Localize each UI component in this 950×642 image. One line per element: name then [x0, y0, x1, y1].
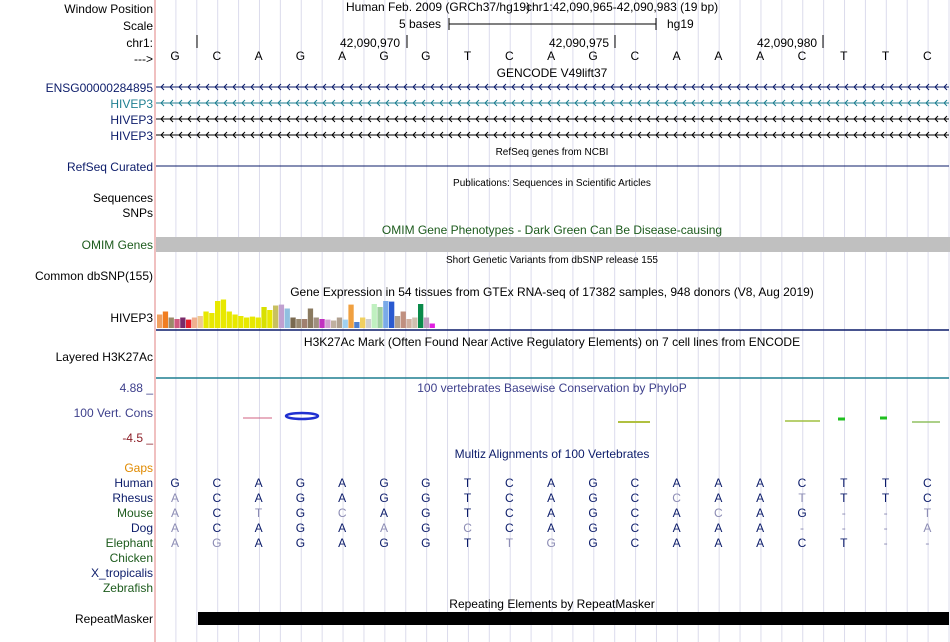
label-gencode-hivep3-3[interactable]: HIVEP3 — [110, 129, 153, 143]
label-species-mouse: Mouse — [116, 506, 153, 520]
alignment-base: G — [295, 506, 306, 520]
alignment-base: - — [883, 536, 888, 550]
label-species-xtropicalis: X_tropicalis — [90, 566, 153, 580]
alignment-base: C — [505, 506, 514, 520]
label-phylop[interactable]: 100 Vert. Cons — [73, 406, 153, 420]
title-dbsnp: Short Genetic Variants from dbSNP release 155 — [446, 255, 658, 266]
alignment-base: A — [338, 536, 347, 550]
alignment-base: T — [840, 476, 848, 490]
label-species-dog: Dog — [130, 521, 153, 535]
base: T — [840, 49, 848, 63]
alignment-base: T — [254, 506, 263, 520]
alignment-base: C — [337, 506, 347, 520]
alignment-base: G — [421, 521, 431, 535]
alignment-base: A — [756, 536, 765, 550]
alignment-base: G — [421, 476, 431, 490]
gtex-bar — [366, 319, 371, 328]
alignment-base: A — [714, 536, 723, 550]
alignment-base: G — [212, 536, 222, 550]
gtex-bar — [383, 301, 388, 328]
alignment-base: C — [630, 536, 640, 550]
base: C — [923, 49, 932, 63]
alignment-base: A — [170, 536, 180, 550]
title-repeatmasker: Repeating Elements by RepeatMasker — [449, 597, 655, 611]
alignment-base: C — [714, 506, 723, 520]
gtex-bar — [198, 316, 203, 328]
alignment-base: G — [379, 536, 389, 550]
title-multiz: Multiz Alignments of 100 Vertebrates — [454, 447, 650, 461]
alignment-base: T — [881, 476, 890, 490]
alignment-base: G — [588, 476, 598, 490]
alignment-base: - — [925, 536, 930, 550]
base: G — [295, 49, 306, 63]
alignment-base: C — [212, 491, 222, 505]
label-scale: Scale — [122, 19, 153, 33]
alignment-base: T — [840, 536, 848, 550]
gtex-bar — [273, 306, 278, 329]
label-species-human: Human — [114, 476, 153, 490]
alignment-base: G — [546, 536, 556, 550]
title-gencode: GENCODE V49lift37 — [496, 66, 608, 80]
alignment-base: T — [463, 536, 472, 550]
gtex-bar — [192, 318, 197, 329]
gtex-bar — [157, 315, 162, 329]
base: A — [338, 49, 347, 63]
alignment-base: C — [672, 491, 681, 505]
gtex-bar — [267, 310, 272, 328]
alignment-base: A — [756, 521, 765, 535]
gtex-bar — [360, 318, 365, 329]
gtex-bar — [302, 319, 307, 328]
gtex-bar — [180, 318, 185, 329]
gtex-bar — [244, 318, 249, 329]
ruler-position: chr1:42,090,965-42,090,983 (19 bp) — [526, 0, 719, 14]
alignment-base: C — [463, 521, 472, 535]
alignment-base: T — [463, 476, 472, 490]
base: G — [421, 49, 431, 63]
alignment-base: T — [463, 491, 472, 505]
label-dbsnp[interactable]: Common dbSNP(155) — [34, 269, 153, 283]
ruler-scale-text: 5 bases — [399, 17, 442, 31]
gtex-bar — [430, 324, 435, 329]
gtex-bar — [343, 320, 348, 328]
gtex-bar — [209, 313, 214, 328]
omim-bar — [156, 237, 950, 252]
ruler-db: hg19 — [667, 17, 694, 31]
gtex-bar — [232, 315, 237, 329]
alignment-base: C — [630, 506, 640, 520]
label-species-rhesus: Rhesus — [112, 491, 153, 505]
alignment-base: A — [338, 491, 347, 505]
alignment-base: G — [797, 506, 807, 520]
alignment-base: - — [841, 506, 846, 520]
label-gencode-hivep3-1[interactable]: HIVEP3 — [110, 97, 153, 111]
label-phylop-min: -4.5 _ — [122, 431, 153, 445]
alignment-base: T — [505, 536, 514, 550]
label-refseq[interactable]: RefSeq Curated — [66, 160, 153, 174]
gtex-bar — [331, 321, 336, 329]
gtex-bar — [174, 319, 179, 328]
alignment-base: T — [923, 506, 932, 520]
gtex-bar — [348, 305, 353, 328]
alignment-base: G — [588, 506, 598, 520]
gtex-bar — [401, 312, 406, 329]
alignment-base: A — [338, 476, 347, 490]
alignment-base: C — [212, 506, 222, 520]
alignment-base: - — [800, 521, 804, 535]
alignment-base: A — [714, 491, 723, 505]
gtex-bar — [227, 312, 232, 329]
base: G — [588, 49, 598, 63]
alignment-base: C — [212, 476, 222, 490]
gtex-bar — [372, 304, 377, 328]
alignment-base: G — [421, 536, 431, 550]
alignment-base: G — [421, 506, 431, 520]
alignment-base: A — [379, 506, 389, 520]
alignment-base: T — [463, 506, 472, 520]
alignment-base: T — [881, 491, 890, 505]
base: C — [212, 49, 222, 63]
base: C — [505, 49, 514, 63]
gtex-bar — [250, 317, 255, 328]
title-h3k27ac: H3K27Ac Mark (Often Found Near Active Regulatory Elements) on 7 cell lines from ENCODE — [303, 335, 801, 349]
gtex-bar — [308, 309, 313, 329]
base: A — [672, 49, 681, 63]
gtex-bar — [389, 302, 394, 328]
alignment-base: A — [756, 476, 765, 490]
label-species-elephant: Elephant — [105, 536, 153, 550]
base: A — [254, 49, 263, 63]
label-h3k27ac[interactable]: Layered H3K27Ac — [55, 350, 153, 364]
alignment-base: A — [254, 521, 263, 535]
alignment-base: G — [421, 491, 431, 505]
base: C — [797, 49, 807, 63]
gtex-bar — [169, 318, 174, 329]
alignment-base: C — [505, 521, 514, 535]
base: A — [547, 49, 556, 63]
alignment-base: G — [295, 521, 306, 535]
gtex-bar — [256, 318, 261, 329]
title-publications: Publications: Sequences in Scientific Articles — [453, 178, 651, 189]
title-gtex: Gene Expression in 54 tissues from GTEx RNA-seq of 17382 samples, 948 donors (V8, Aug 2019) — [290, 285, 814, 299]
gtex-bar — [314, 318, 319, 329]
alignment-base: A — [170, 491, 180, 505]
alignment-base: A — [672, 536, 681, 550]
label-species-chicken: Chicken — [109, 551, 153, 565]
label-gencode-hivep3-2[interactable]: HIVEP3 — [110, 113, 153, 127]
title-phylop: 100 vertebrates Basewise Conservation by PhyloP — [417, 381, 687, 395]
alignment-base: C — [630, 521, 640, 535]
alignment-base: A — [547, 521, 556, 535]
alignment-base: A — [547, 506, 556, 520]
alignment-base: G — [295, 491, 306, 505]
label-omim[interactable]: OMIM Genes — [81, 238, 153, 252]
gtex-bar — [261, 307, 266, 328]
base: T — [463, 49, 472, 63]
alignment-base: - — [883, 506, 888, 520]
alignment-base: - — [883, 521, 888, 535]
gtex-bar — [203, 312, 208, 329]
gtex-bar — [412, 318, 417, 329]
alignment-base: T — [840, 491, 848, 505]
ruler-tick-3: 42,090,980 — [757, 36, 818, 50]
alignment-base: G — [588, 536, 598, 550]
label-gtex[interactable]: HIVEP3 — [110, 311, 153, 325]
alignment-base: C — [923, 476, 932, 490]
repeatmasker-bar — [198, 612, 949, 625]
label-strand: ---> — [134, 52, 153, 66]
alignment-base: A — [338, 521, 347, 535]
gtex-bar — [186, 320, 191, 328]
alignment-base: A — [672, 521, 681, 535]
alignment-base: A — [672, 506, 681, 520]
label-phylop-max: 4.88 _ — [119, 381, 153, 395]
label-snps[interactable]: SNPs — [122, 206, 153, 220]
phylop-mark — [286, 413, 318, 419]
alignment-base: A — [923, 521, 932, 535]
alignment-base: A — [547, 476, 556, 490]
alignment-base: C — [797, 476, 807, 490]
gtex-bar — [290, 318, 295, 329]
alignment-base: G — [588, 491, 598, 505]
gtex-bar — [337, 318, 342, 329]
gtex-bar — [395, 316, 400, 328]
alignment-base: C — [923, 491, 932, 505]
gtex-bar — [221, 300, 226, 329]
base: G — [379, 49, 389, 63]
alignment-base: C — [797, 536, 807, 550]
alignment-base: G — [588, 521, 598, 535]
label-species-zebrafish: Zebrafish — [102, 581, 153, 595]
alignment-base: A — [756, 491, 765, 505]
alignment-base: A — [714, 521, 723, 535]
title-omim: OMIM Gene Phenotypes - Dark Green Can Be Disease-causing — [381, 223, 723, 237]
alignment-base: C — [505, 476, 514, 490]
alignment-base: A — [714, 476, 723, 490]
gtex-bar — [215, 301, 220, 328]
alignment-base: C — [630, 491, 640, 505]
gtex-bar — [238, 316, 243, 328]
label-repeatmasker[interactable]: RepeatMasker — [74, 612, 153, 626]
ruler-tick-1: 42,090,970 — [340, 36, 401, 50]
gtex-bar — [319, 319, 324, 328]
gtex-bar — [279, 305, 284, 328]
title-refseq: RefSeq genes from NCBI — [495, 147, 609, 158]
alignment-base: G — [295, 476, 306, 490]
alignment-base: G — [379, 476, 389, 490]
alignment-base: A — [170, 521, 180, 535]
alignment-base: T — [798, 491, 806, 505]
alignment-base: C — [212, 521, 222, 535]
alignment-base: - — [841, 521, 846, 535]
alignment-base: A — [672, 476, 681, 490]
gtex-bar — [377, 307, 382, 328]
label-gencode-ensg[interactable]: ENSG00000284895 — [45, 81, 153, 95]
alignment-base: C — [630, 476, 640, 490]
gtex-bar — [406, 319, 411, 328]
label-window-position: Window Position — [64, 2, 153, 16]
gtex-bar — [285, 309, 290, 329]
label-sequences[interactable]: Sequences — [92, 191, 153, 205]
alignment-base: A — [254, 491, 263, 505]
gtex-bar — [296, 319, 301, 328]
alignment-base: G — [170, 476, 180, 490]
base: T — [881, 49, 890, 63]
label-chrom: chr1: — [126, 36, 153, 50]
alignment-base: A — [254, 536, 263, 550]
ruler-tick-2: 42,090,975 — [549, 36, 610, 50]
alignment-base: G — [379, 491, 389, 505]
gtex-bar — [424, 318, 429, 329]
alignment-base: A — [379, 521, 389, 535]
label-gaps: Gaps — [124, 461, 153, 475]
base: A — [714, 49, 723, 63]
alignment-base: A — [254, 476, 263, 490]
base: G — [170, 49, 180, 63]
base: A — [756, 49, 765, 63]
gtex-bar — [418, 304, 423, 328]
gtex-bar — [325, 320, 330, 328]
gtex-bar — [354, 322, 359, 328]
gtex-bar — [163, 312, 168, 329]
alignment-base: A — [756, 506, 765, 520]
ruler-assembly: Human Feb. 2009 (GRCh37/hg19) — [346, 0, 531, 14]
alignment-base: A — [547, 491, 556, 505]
alignment-base: C — [505, 491, 514, 505]
base: C — [630, 49, 640, 63]
alignment-base: A — [170, 506, 180, 520]
alignment-base: G — [295, 536, 306, 550]
